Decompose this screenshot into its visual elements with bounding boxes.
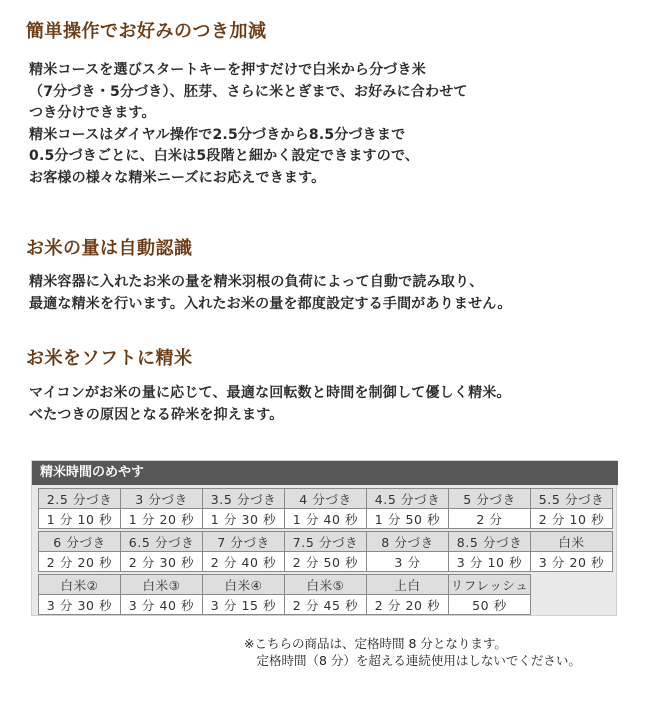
table-header-cell: 5 分づき [449,489,531,509]
table-header-cell: 8.5 分づき [449,532,531,552]
table-header-cell: 3.5 分づき [203,489,285,509]
text-line: 精米コースを選びスタートキーを押すだけで白米から分づき米 [29,62,426,78]
table-header-cell: 白米⑤ [285,575,367,595]
text-line: （7分づき・5分づき）、胚芽、さらに米とぎまで、お好みに合わせて [29,83,468,100]
table-header-cell: 6.5 分づき [121,532,203,552]
time-grid-block-3 [38,574,531,615]
table-header-cell: 2.5 分づき [39,489,121,509]
table-value-cell: 3 分 [367,552,449,572]
table-value-cell: 2 分 [449,509,531,529]
note-line: ※こちらの商品は、定格時間 8 分となります。 [244,636,507,651]
table-header-row [39,532,613,552]
text-line: お客様の様々な精米ニーズにお応えできます。 [29,169,326,186]
table-value-cell: 2 分 30 秒 [121,552,203,572]
table-value-cell: 3 分 20 秒 [531,552,613,572]
table-value-cell: 3 分 30 秒 [39,595,121,615]
table-header-cell: 8 分づき [367,532,449,552]
text-line: 最適な精米を行います。入れたお米の量を都度設定する手間がありません。 [29,295,512,312]
section-text-auto-detect [29,272,512,315]
table-value-row [39,595,531,615]
table-value-row [39,509,613,529]
table-header-cell: 7 分づき [203,532,285,552]
section-heading-easy-operation: 簡単操作でお好みのつき加減 [26,21,267,42]
table-value-cell: 2 分 20 秒 [39,552,121,572]
text-line: 精米コースはダイヤル操作で2.5分づきから8.5分づきまで [29,126,406,143]
table-header-cell: 白米② [39,575,121,595]
text-line: べたつきの原因となる砕米を抑えます。 [29,406,284,423]
table-value-cell: 1 分 10 秒 [39,509,121,529]
section-heading-soft-polish: お米をソフトに精米 [26,348,193,369]
note-line: 定格時間（8 分）を超える連続使用はしないでください。 [244,653,581,668]
time-grid-block-1 [38,488,613,529]
table-value-cell: 2 分 10 秒 [531,509,613,529]
text-line: 0.5分づきごとに、白米は5段階と細かく設定できますので、 [29,148,420,164]
table-header-cell: 4 分づき [285,489,367,509]
table-header-cell: 4.5 分づき [367,489,449,509]
table-value-cell: 3 分 10 秒 [449,552,531,572]
table-header-cell: 白米③ [121,575,203,595]
text-line: マイコンがお米の量に応じて、最適な回転数と時間を制御して優しく精米。 [29,385,511,401]
table-value-cell: 2 分 45 秒 [285,595,367,615]
table-header-cell: 5.5 分づき [531,489,613,509]
table-value-cell: 2 分 40 秒 [203,552,285,572]
table-value-cell: 2 分 50 秒 [285,552,367,572]
section-text-soft-polish [29,383,511,426]
table-header-cell: 白米 [531,532,613,552]
section-text-easy-operation [29,60,468,189]
table-header-cell: 6 分づき [39,532,121,552]
table-value-cell: 1 分 20 秒 [121,509,203,529]
table-header-row [39,575,531,595]
table-header-cell: 3 分づき [121,489,203,509]
table-value-cell: 1 分 30 秒 [203,509,285,529]
polishing-time-table [31,460,617,616]
text-line: つき分けできます。 [29,105,156,121]
section-heading-auto-detect: お米の量は自動認識 [26,238,193,259]
table-value-row [39,552,613,572]
table-header-cell: 白米④ [203,575,285,595]
table-value-cell: 1 分 50 秒 [367,509,449,529]
table-header-cell: リフレッシュ [449,575,531,595]
table-value-cell: 3 分 15 秒 [203,595,285,615]
table-header-cell: 上白 [367,575,449,595]
table-value-cell: 1 分 40 秒 [285,509,367,529]
time-grid-block-2 [38,531,613,572]
table-header-cell: 7.5 分づき [285,532,367,552]
text-line: 精米容器に入れたお米の量を精米羽根の負荷によって自動で読み取り、 [29,274,484,290]
table-header-row [39,489,613,509]
usage-note [244,635,581,669]
table-title: 精米時間のめやす [32,461,618,485]
table-value-cell: 2 分 20 秒 [367,595,449,615]
table-value-cell: 50 秒 [449,595,531,615]
table-value-cell: 3 分 40 秒 [121,595,203,615]
